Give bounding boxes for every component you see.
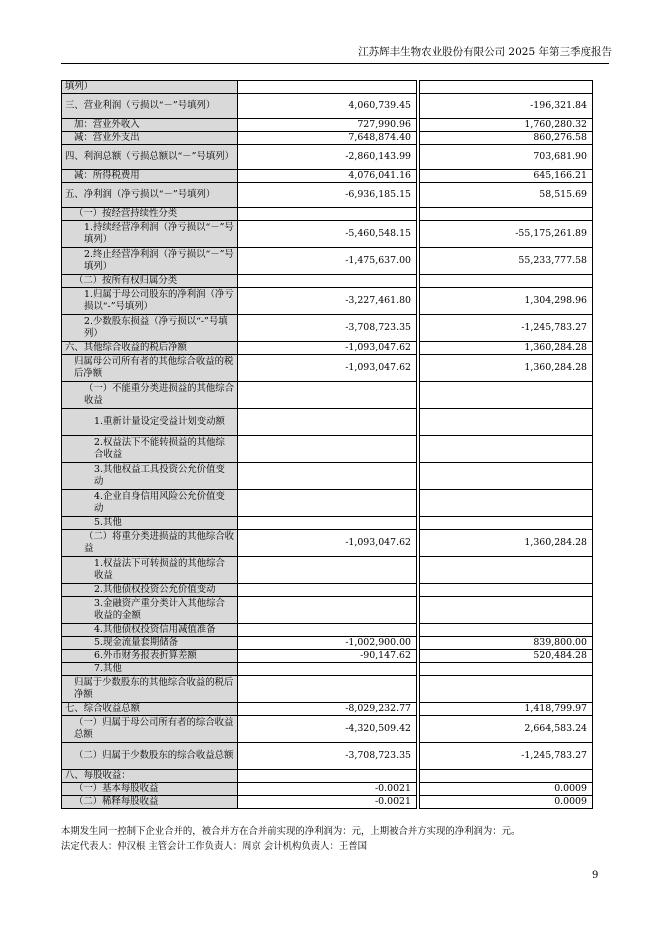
prior-period-value: 2,664,583.24 [420, 716, 593, 743]
prior-period-value: -1,245,783.27 [420, 743, 593, 770]
prior-period-value [420, 517, 593, 530]
row-label: 归属母公司所有者的其他综合收益的税后净额 [62, 355, 238, 382]
table-row [62, 119, 593, 132]
table-row [62, 530, 593, 557]
table-row [62, 663, 593, 676]
current-period-value: -1,093,047.62 [238, 355, 417, 382]
row-label: （一）按经营持续性分类 [62, 208, 238, 221]
current-period-value [238, 557, 417, 584]
table-row [62, 94, 593, 119]
row-label: 7.其他 [62, 663, 238, 676]
prior-period-value: 860,276.58 [420, 132, 593, 145]
row-label: 1.归属于母公司股东的净利润（净亏损以“-”号填列） [62, 288, 238, 315]
prior-period-value [420, 597, 593, 624]
current-period-value [238, 676, 417, 703]
prior-period-value [420, 663, 593, 676]
table-row [62, 676, 593, 703]
table-row [62, 208, 593, 221]
prior-period-value [420, 463, 593, 490]
current-period-value: -3,227,461.80 [238, 288, 417, 315]
current-period-value: -1,093,047.62 [238, 530, 417, 557]
prior-period-value [420, 275, 593, 288]
prior-period-value [420, 676, 593, 703]
prior-period-value [420, 770, 593, 783]
row-label: 填列） [62, 81, 238, 94]
table-row [62, 490, 593, 517]
prior-period-value: 1,418,799.97 [420, 703, 593, 716]
prior-period-value: 0.0009 [420, 783, 593, 796]
prior-period-value: -55,175,261.89 [420, 221, 593, 248]
row-label: 4.企业自身信用风险公允价值变动 [62, 490, 238, 517]
row-label: （一）归属于母公司所有者的综合收益总额 [62, 716, 238, 743]
current-period-value: 7,648,874.40 [238, 132, 417, 145]
table-row [62, 382, 593, 409]
row-label: 2.其他债权投资公允价值变动 [62, 584, 238, 597]
current-period-value: 727,990.96 [238, 119, 417, 132]
current-period-value [238, 597, 417, 624]
table-row [62, 703, 593, 716]
current-period-value: -0.0021 [238, 783, 417, 796]
current-period-value: -90,147.62 [238, 650, 417, 663]
prior-period-value: 1,760,280.32 [420, 119, 593, 132]
current-period-value: 4,076,041.16 [238, 170, 417, 183]
row-label: 1.持续经营净利润（净亏损以“－”号填列） [62, 221, 238, 248]
prior-period-value: 839,800.00 [420, 637, 593, 650]
current-period-value: -4,320,509.42 [238, 716, 417, 743]
table-row [62, 463, 593, 490]
current-period-value [238, 490, 417, 517]
current-period-value: -6,936,185.15 [238, 183, 417, 208]
table-row [62, 183, 593, 208]
table-row [62, 342, 593, 355]
table-row [62, 584, 593, 597]
table-row [62, 796, 593, 809]
row-label: 三、营业利润（亏损以“－”号填列） [62, 94, 238, 119]
current-period-value [238, 382, 417, 409]
prior-period-value [420, 409, 593, 436]
current-period-value: -8,029,232.77 [238, 703, 417, 716]
current-period-value [238, 770, 417, 783]
table-row [62, 288, 593, 315]
current-period-value [238, 208, 417, 221]
table-row [62, 770, 593, 783]
row-label: 4.其他债权投资信用减值准备 [62, 624, 238, 637]
current-period-value [238, 517, 417, 530]
table-row [62, 436, 593, 463]
prior-period-value [420, 208, 593, 221]
row-label: 四、利润总额（亏损总额以“－”号填列） [62, 145, 238, 170]
table-row [62, 409, 593, 436]
prior-period-value: 1,360,284.28 [420, 530, 593, 557]
prior-period-value: 58,515.69 [420, 183, 593, 208]
page-number: 9 [592, 870, 599, 881]
row-label: 减：营业外支出 [62, 132, 238, 145]
row-label: 2.少数股东损益（净亏损以“-”号填列） [62, 315, 238, 342]
current-period-value [238, 81, 417, 94]
prior-period-value [420, 624, 593, 637]
current-period-value [238, 663, 417, 676]
row-label: 六、其他综合收益的税后净额 [62, 342, 238, 355]
row-label: 2.终止经营净利润（净亏损以“－”号填列） [62, 248, 238, 275]
row-label: 5.现金流量套期储备 [62, 637, 238, 650]
row-label: 1.重新计量设定受益计划变动额 [62, 409, 238, 436]
prior-period-value: -1,245,783.27 [420, 315, 593, 342]
income-statement-table [61, 80, 593, 809]
row-label: 加：营业外收入 [62, 119, 238, 132]
table-row [62, 275, 593, 288]
table-row [62, 743, 593, 770]
row-label: 五、净利润（净亏损以“－”号填列） [62, 183, 238, 208]
current-period-value [238, 275, 417, 288]
header-divider [61, 63, 609, 64]
row-label: （一）不能重分类进损益的其他综合收益 [62, 382, 238, 409]
page-header: 江苏辉丰生物农业股份有限公司 2025 年第三季度报告 [358, 46, 612, 58]
row-label: 七、综合收益总额 [62, 703, 238, 716]
current-period-value: -0.0021 [238, 796, 417, 809]
table-row [62, 170, 593, 183]
table-row [62, 355, 593, 382]
table-row [62, 145, 593, 170]
row-label: （二）稀释每股收益 [62, 796, 238, 809]
row-label: 5.其他 [62, 517, 238, 530]
row-label: 2.权益法下不能转损益的其他综合收益 [62, 436, 238, 463]
current-period-value: -3,708,723.35 [238, 743, 417, 770]
current-period-value: -1,002,900.00 [238, 637, 417, 650]
prior-period-value [420, 382, 593, 409]
current-period-value: -3,708,723.35 [238, 315, 417, 342]
current-period-value: -5,460,548.15 [238, 221, 417, 248]
table-row [62, 248, 593, 275]
current-period-value [238, 409, 417, 436]
row-label: 3.其他权益工具投资公允价值变动 [62, 463, 238, 490]
prior-period-value: 520,484.28 [420, 650, 593, 663]
current-period-value: 4,060,739.45 [238, 94, 417, 119]
current-period-value [238, 584, 417, 597]
current-period-value: -1,475,637.00 [238, 248, 417, 275]
table-row [62, 624, 593, 637]
table-row [62, 517, 593, 530]
prior-period-value: 1,304,298.96 [420, 288, 593, 315]
table-row [62, 637, 593, 650]
row-label: （二）将重分类进损益的其他综合收益 [62, 530, 238, 557]
row-label: 减：所得税费用 [62, 170, 238, 183]
current-period-value [238, 436, 417, 463]
row-label: （二）按所有权归属分类 [62, 275, 238, 288]
row-label: 八、每股收益： [62, 770, 238, 783]
table-row [62, 783, 593, 796]
table-row [62, 221, 593, 248]
current-period-value [238, 624, 417, 637]
table-row [62, 650, 593, 663]
row-label: （一）基本每股收益 [62, 783, 238, 796]
prior-period-value: 0.0009 [420, 796, 593, 809]
prior-period-value: 55,233,777.58 [420, 248, 593, 275]
prior-period-value: -196,321.84 [420, 94, 593, 119]
prior-period-value [420, 557, 593, 584]
table-row [62, 315, 593, 342]
prior-period-value [420, 584, 593, 597]
prior-period-value [420, 490, 593, 517]
current-period-value: -2,860,143.99 [238, 145, 417, 170]
current-period-value: -1,093,047.62 [238, 342, 417, 355]
merge-note: 本期发生同一控制下企业合并的，被合并方在合并前实现的净利润为：元，上期被合并方实现的净利润为：元。 [61, 826, 521, 837]
table-row [62, 81, 593, 94]
current-period-value [238, 463, 417, 490]
row-label: 3.金融资产重分类计入其他综合收益的金额 [62, 597, 238, 624]
table-row [62, 597, 593, 624]
prior-period-value [420, 436, 593, 463]
row-label: 归属于少数股东的其他综合收益的税后净额 [62, 676, 238, 703]
signatures: 法定代表人：仲汉根 主管会计工作负责人：周京 会计机构负责人：王普国 [61, 841, 367, 852]
row-label: 1.权益法下可转损益的其他综合收益 [62, 557, 238, 584]
prior-period-value [420, 81, 593, 94]
row-label: 6.外币财务报表折算差额 [62, 650, 238, 663]
prior-period-value: 1,360,284.28 [420, 342, 593, 355]
table-row [62, 557, 593, 584]
prior-period-value: 703,681.90 [420, 145, 593, 170]
row-label: （二）归属于少数股东的综合收益总额 [62, 743, 238, 770]
prior-period-value: 1,360,284.28 [420, 355, 593, 382]
table-row [62, 716, 593, 743]
prior-period-value: 645,166.21 [420, 170, 593, 183]
table-row [62, 132, 593, 145]
